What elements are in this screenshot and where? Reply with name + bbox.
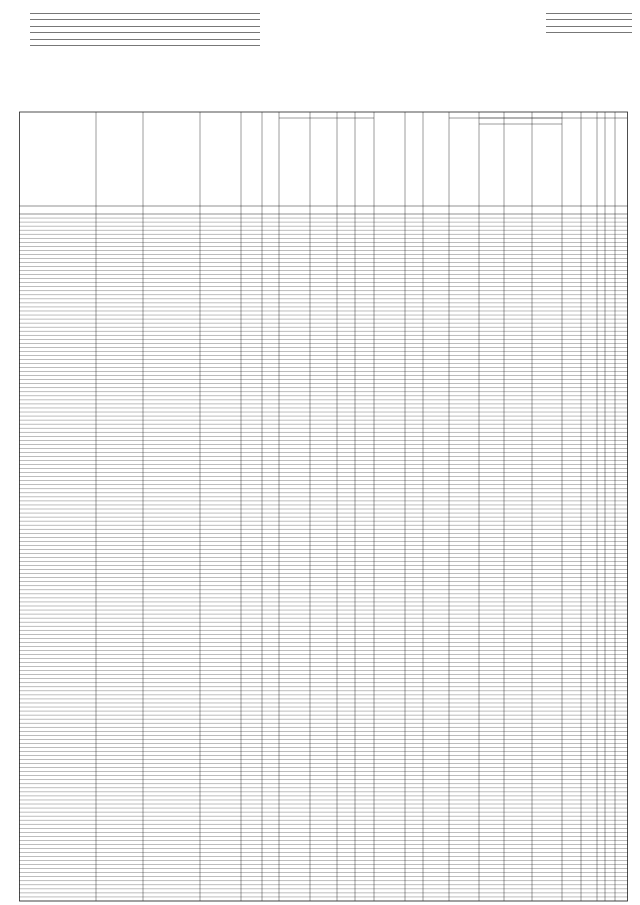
header-right-block bbox=[546, 8, 632, 34]
header-left-line bbox=[30, 21, 260, 27]
header-left-line bbox=[30, 14, 260, 20]
header-left-line bbox=[30, 8, 260, 14]
header-right-line bbox=[546, 21, 632, 27]
header-left-line bbox=[30, 40, 260, 46]
header-left-line bbox=[30, 27, 260, 33]
table-frame bbox=[20, 112, 628, 901]
header-right-line bbox=[546, 8, 632, 14]
form-table-grid bbox=[19, 110, 628, 902]
form-table bbox=[19, 110, 628, 902]
header-right-line bbox=[546, 14, 632, 20]
header-left-block bbox=[30, 8, 260, 47]
header-left-line bbox=[30, 34, 260, 40]
header-right-line bbox=[546, 27, 632, 33]
document-titles bbox=[0, 84, 640, 113]
